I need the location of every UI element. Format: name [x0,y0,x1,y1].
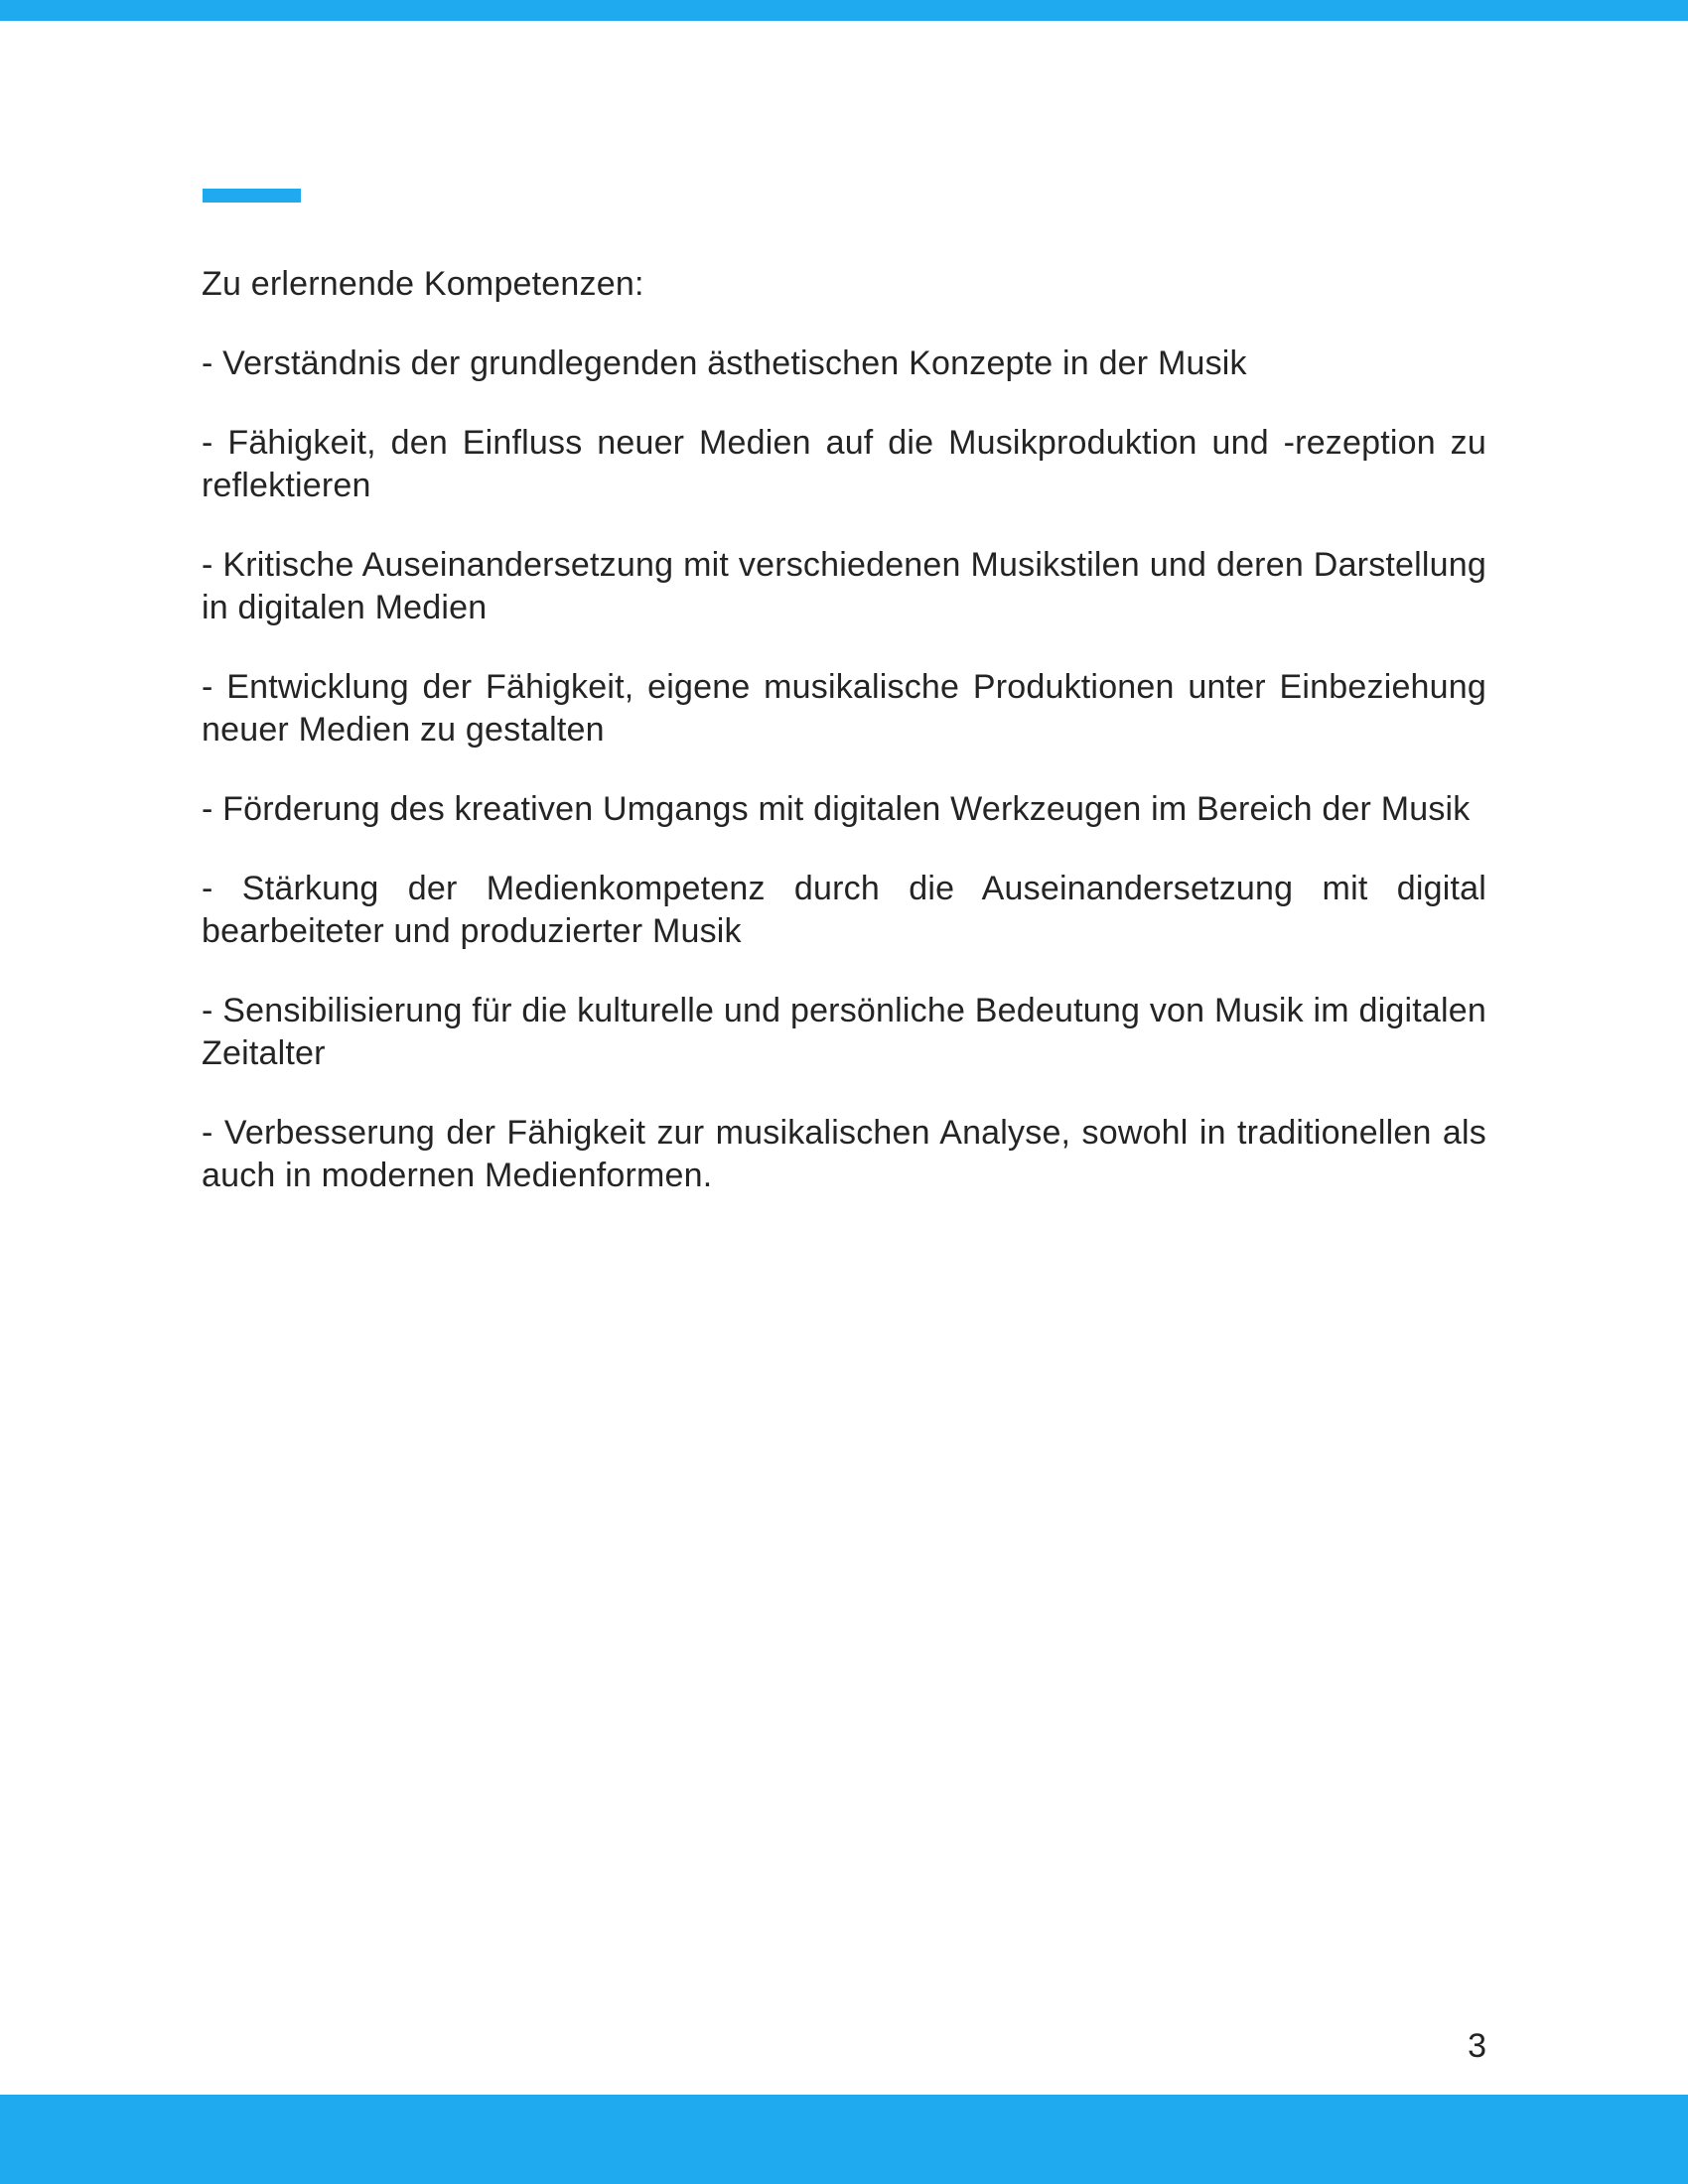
body-paragraph: - Fähigkeit, den Einfluss neuer Medien auf die Musikproduktion und -rezeption zu reflektieren [202,424,1486,504]
body-paragraph: - Förderung des kreativen Umgangs mit digitalen Werkzeugen im Bereich der Musik [202,790,1471,828]
document-body [202,263,1486,1234]
body-paragraph: - Verbesserung der Fähigkeit zur musikalischen Analyse, sowohl in traditionellen als auch in modernen Medienformen. [202,1114,1486,1194]
body-paragraph: - Sensibilisierung für die kulturelle und persönliche Bedeutung von Musik im digitalen Zeitalter [202,992,1486,1072]
heading-accent-rect [203,189,301,203]
bottom-accent-bar [0,2095,1688,2184]
top-accent-bar [0,0,1688,21]
body-paragraph: - Entwicklung der Fähigkeit, eigene musikalische Produktionen unter Einbeziehung neuer Medien zu gestalten [202,668,1486,749]
body-paragraph: - Stärkung der Medienkompetenz durch die Auseinandersetzung mit digital bearbeiteter und produzierter Musik [202,870,1486,950]
body-paragraph: - Verständnis der grundlegenden ästhetischen Konzepte in der Musik [202,344,1247,382]
body-paragraph: - Kritische Auseinandersetzung mit verschiedenen Musikstilen und deren Darstellung in digitalen Medien [202,546,1486,626]
page-number: 3 [1468,2027,1486,2065]
section-heading: Zu erlernende Kompetenzen: [202,265,644,303]
